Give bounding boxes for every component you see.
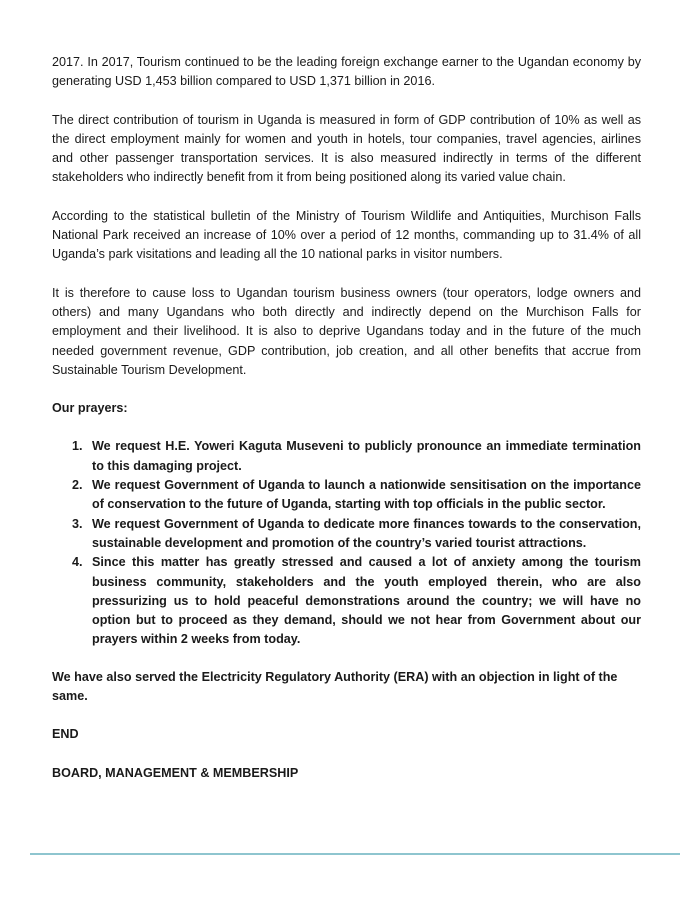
paragraph-loss-impact: It is therefore to cause loss to Ugandan tourism business owners (tour operators, lodge owners and others) and many Ugandans who both directly and indirectly depend on the Murchison Falls for employment and their livelihood. It is also to deprive Ugandans today and in the future of the much needed government revenue, GDP contribution, job creation, and all other benefits that accrue from Sustainable Tourism Development. bbox=[52, 285, 641, 377]
prayer-text: We request H.E. Yoweri Kaguta Museveni to publicly pronounce an immediate termination to this damaging project. bbox=[92, 439, 641, 473]
paragraph-direct-contribution: The direct contribution of tourism in Uganda is measured in form of GDP contribution of 10% as well as the direct employment mainly for women and youth in hotels, tour companies, travel agencies, airlines and other passenger transportation services. It is also measured indirectly in terms of the different stakeholders who indirectly benefit from it from being positioned along its varied value chain. bbox=[52, 112, 641, 185]
prayer-item bbox=[52, 476, 641, 515]
prayer-item bbox=[52, 515, 641, 554]
paragraph-tourism-earnings: 2017. In 2017, Tourism continued to be the leading foreign exchange earner to the Ugandan economy by generating USD 1,453 billion compared to USD 1,371 billion in 2016. bbox=[52, 55, 641, 89]
prayer-text: We request Government of Uganda to dedicate more finances towards to the conservation, sustainable development and promotion of the country’s varied tourist attractions. bbox=[92, 516, 641, 550]
prayer-text: Since this matter has greatly stressed and caused a lot of anxiety among the tourism business community, stakeholders and the youth employed therein, who are also pressurizing us to hold peaceful demonstrations around the country; we will have no option but to proceed as they demand, should we not hear from Government about our prayers within 2 weeks from today. bbox=[92, 555, 641, 647]
end-marker: END bbox=[52, 727, 79, 742]
prayer-item bbox=[52, 553, 641, 649]
prayers-list bbox=[52, 437, 641, 649]
prayer-number: 3. bbox=[72, 516, 83, 531]
prayer-number: 4. bbox=[72, 555, 83, 570]
signature-line: BOARD, MANAGEMENT & MEMBERSHIP bbox=[52, 765, 299, 780]
footer-divider bbox=[30, 853, 680, 855]
prayer-item bbox=[52, 437, 641, 476]
closing-statement: We have also served the Electricity Regulatory Authority (ERA) with an objection in light of the same. bbox=[52, 669, 618, 704]
prayer-text: We request Government of Uganda to launch a nationwide sensitisation on the importance of conservation to the future of Uganda, starting with top officials in the public sector. bbox=[92, 478, 641, 512]
prayer-number: 2. bbox=[72, 478, 83, 493]
paragraph-murchison-statistics: According to the statistical bulletin of the Ministry of Tourism Wildlife and Antiquities, Murchison Falls National Park received an increase of 10% over a period of 12 months, commanding up to 31.4% of all Uganda’s park visitations and leading all the 10 national parks in visitor numbers. bbox=[52, 208, 641, 262]
document-body bbox=[52, 53, 641, 802]
prayers-heading: Our prayers: bbox=[52, 401, 128, 416]
prayer-number: 1. bbox=[72, 439, 83, 454]
